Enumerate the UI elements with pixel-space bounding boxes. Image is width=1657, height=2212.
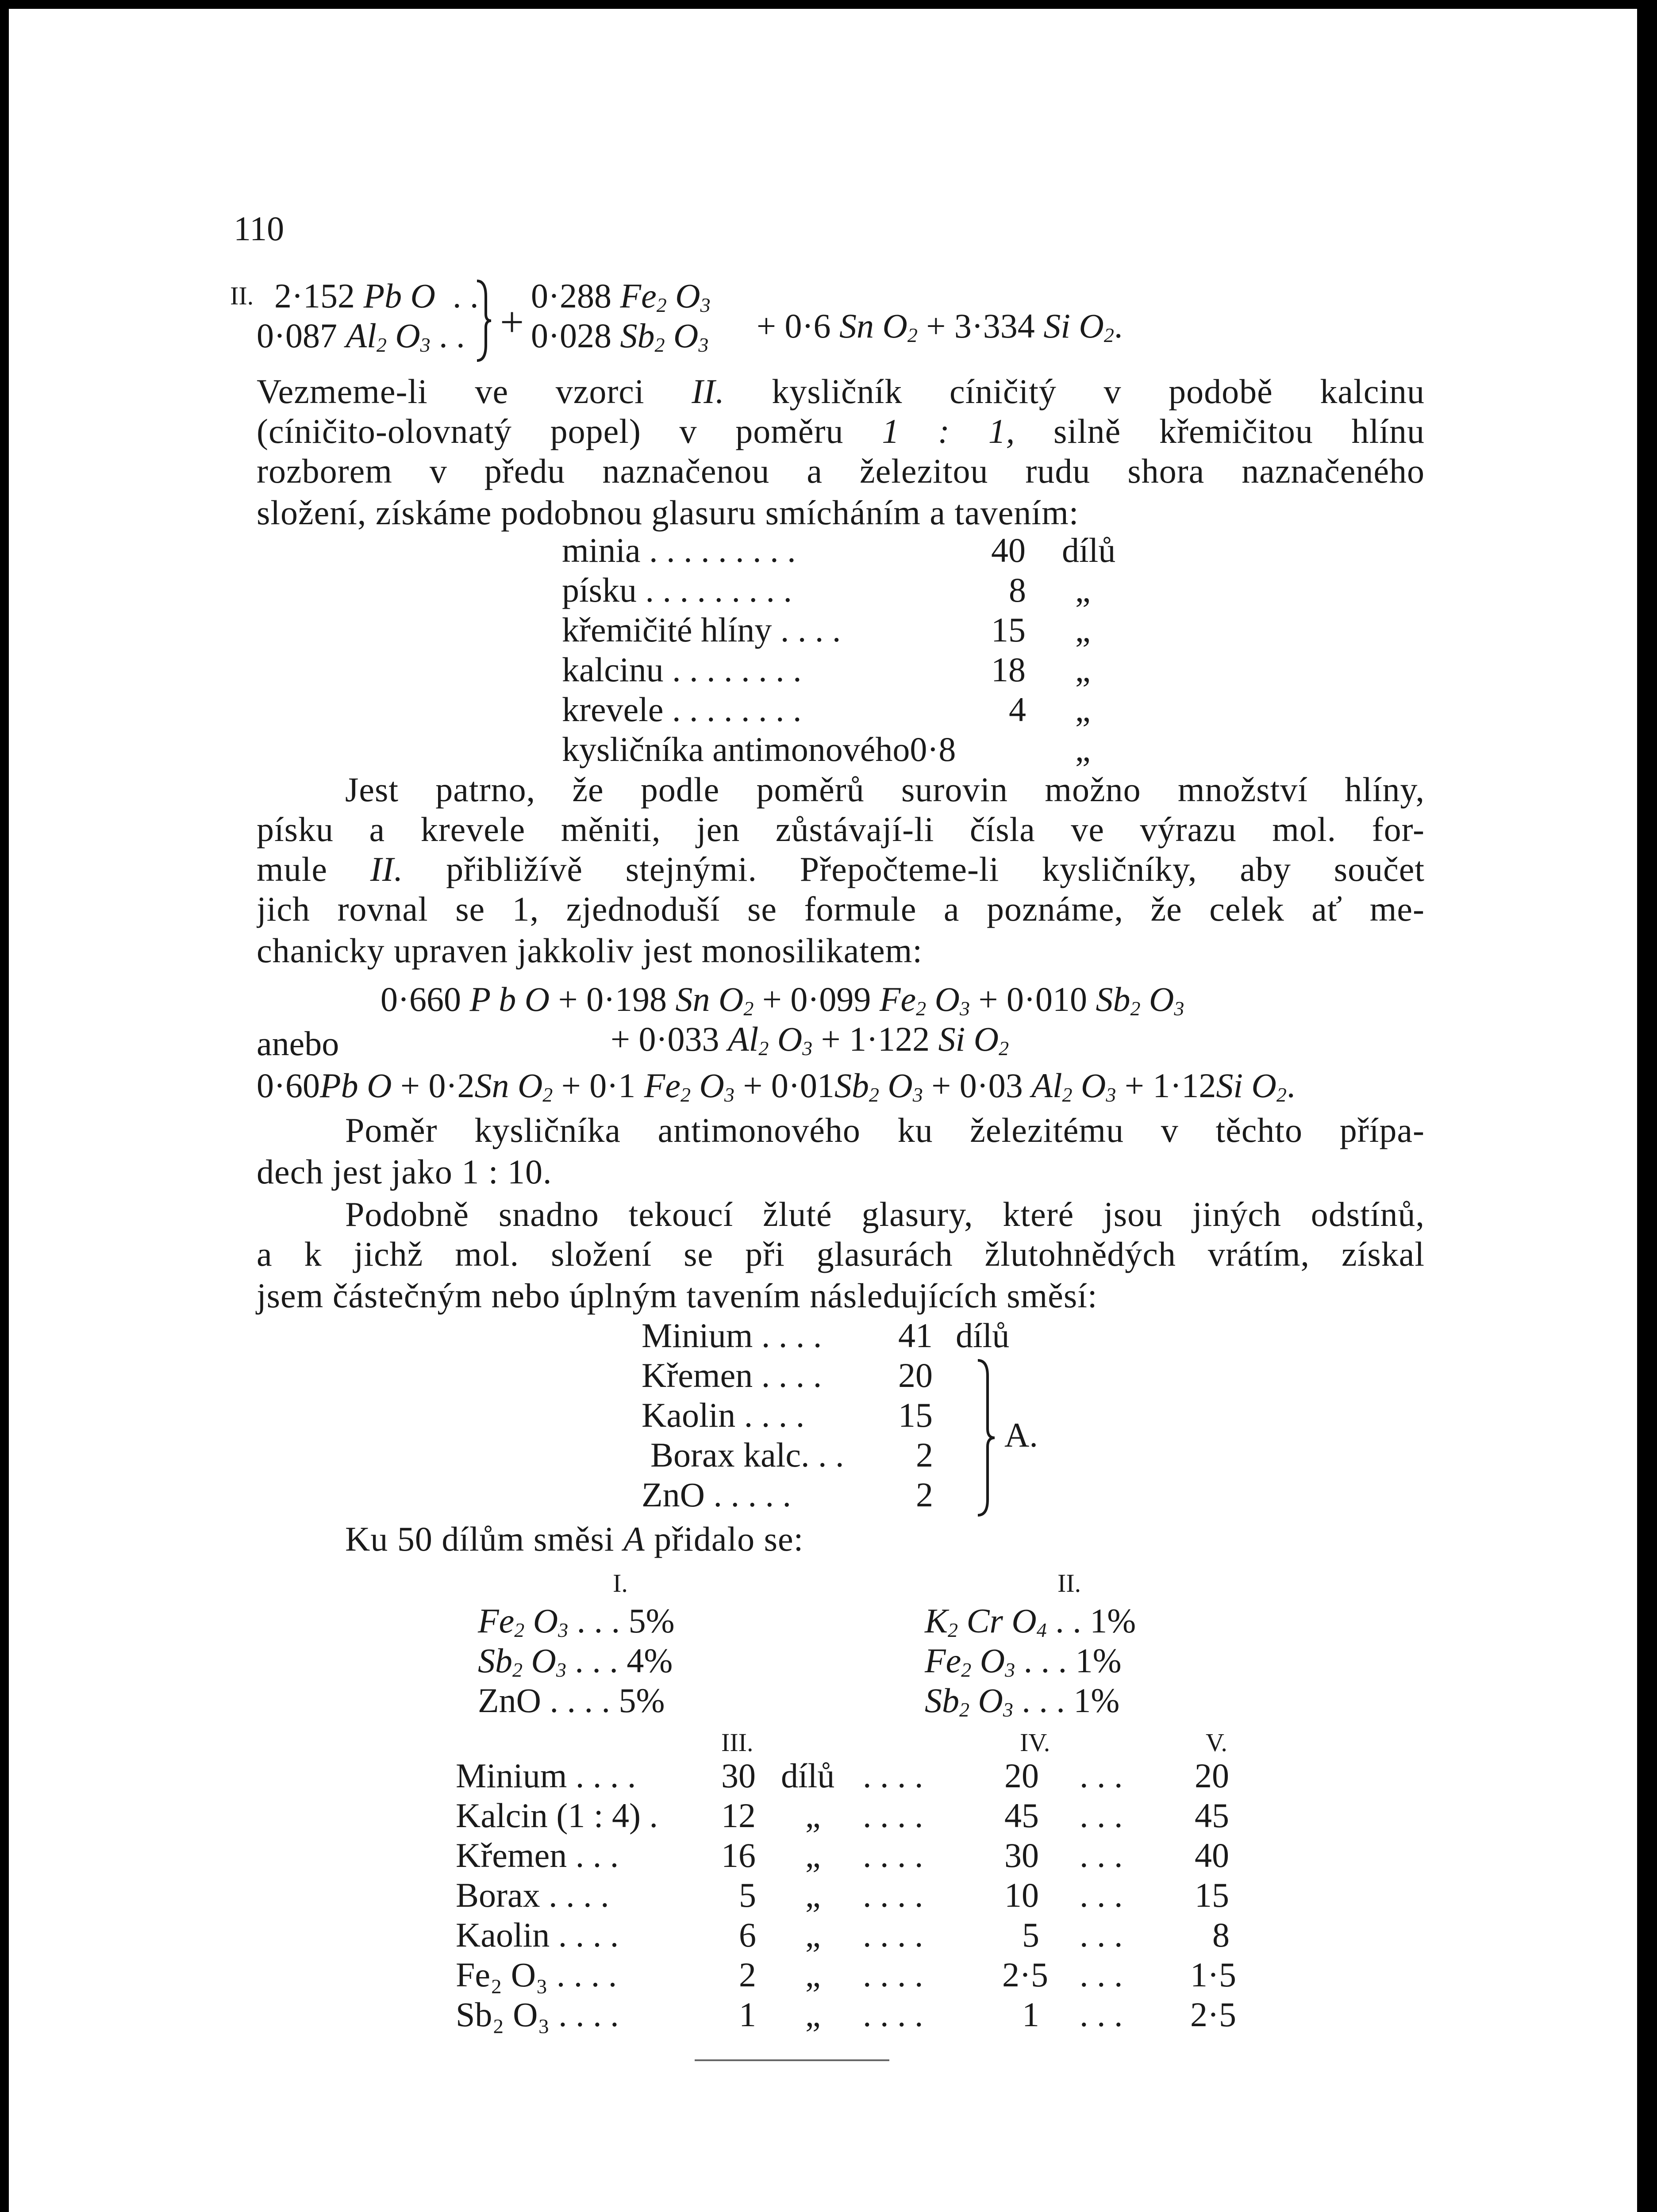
formula-1-fe2o3: 0·288 $Fe_2$ $O_3$: [531, 276, 711, 316]
recipe-a-item: Minium . . . .: [642, 1316, 822, 1355]
table-cell-iii: 16: [721, 1836, 756, 1874]
recipe-a-item: ZnO . . . . .: [642, 1475, 791, 1514]
table-header-iv: IV.: [1020, 1728, 1050, 1757]
formula-1-rest: + 0·6 Sn $O_2 + 3\cdot 334$ Si $O_2$.: [757, 307, 1123, 346]
recipe-1-item: minia . . . . . . . . .: [562, 531, 796, 569]
table-row: Sb₂ O₃ . . . .: [456, 1995, 619, 2034]
mix-i-row: ZnO . . . . 5%: [478, 1681, 665, 1720]
recipe-a-qty: 2: [916, 1436, 933, 1474]
para-2-line-4: jich rovnal se 1, zjednoduší se formule a poznáme, že celek ať me-: [257, 890, 1425, 928]
formula-2-anebo: anebo: [257, 1024, 339, 1063]
recipe-1-unit: „: [1075, 650, 1091, 689]
table-cell-v: 20: [1195, 1756, 1229, 1795]
table-cell-iv: 2·5: [1002, 1955, 1048, 1994]
recipe-a-label: A.: [1004, 1416, 1038, 1454]
table-cell-iv: 20: [1004, 1756, 1039, 1795]
para-3-line-1: Poměr kysličníka antimonového ku železitému v těchto přípa-: [345, 1111, 1425, 1149]
table-cell-unit: dílů: [781, 1756, 835, 1795]
table-row: Kalcin (1 : 4) .: [456, 1796, 658, 1835]
recipe-1-unit: „: [1075, 571, 1091, 609]
table-cell-unit: „: [805, 1876, 821, 1914]
table-row: Kaolin . . . .: [456, 1916, 619, 1954]
recipe-1-item: písku . . . . . . . . .: [562, 571, 792, 609]
formula-3: 0·60Pb O + 0·2Sn $O_2 + 0\cdot 1$ $Fe_2$ $O_3 + 0\cdot 01Sb_2$ $O_3 + 0\cdot 03$ $Al_2$ $O_3 + 1\cdot 12Si$ $O_2$.: [257, 1066, 1296, 1106]
table-cell-iv: 10: [1004, 1876, 1039, 1914]
mix-ii-row: $K_2$ Cr $O_4$ . . 1%: [925, 1601, 1136, 1641]
table-cell-v: 8: [1212, 1916, 1230, 1954]
recipe-a-item: Křemen . . . .: [642, 1356, 822, 1394]
para-4-line-2: a k jichž mol. složení se při glasurách žlutohnědých vrátím, získal: [257, 1235, 1425, 1273]
mix-i-row: $Sb_2$ $O_3$ . . . 4%: [478, 1641, 673, 1681]
table-cell-v: 40: [1195, 1836, 1229, 1874]
table-cell-unit: „: [805, 1955, 821, 1994]
mix-i-row: $Fe_2$ $O_3$ . . . 5%: [478, 1601, 675, 1641]
table-header-iii: III.: [721, 1728, 754, 1757]
recipe-1-qty: 4: [1009, 690, 1026, 729]
recipe-1-item: křemičité hlíny . . . .: [562, 611, 841, 649]
recipe-1-unit: „: [1075, 611, 1091, 649]
recipe-1-unit: dílů: [1062, 531, 1116, 569]
table-cell-iii: 5: [739, 1876, 756, 1914]
recipe-a-qty: 15: [898, 1396, 933, 1434]
para-2-line-3: mule II. přibližívě stejnými. Přepočteme-li kysličníky, aby součet: [257, 850, 1425, 888]
table-cell-unit: „: [805, 1836, 821, 1874]
table-row: Minium . . . .: [456, 1756, 636, 1795]
para-1-line-1: Vezmeme-li ve vzorci II. kysličník cíničitý v podobě kalcinu: [257, 372, 1425, 411]
recipe-a-qty: 20: [898, 1356, 933, 1394]
table-cell-iv: 45: [1004, 1796, 1039, 1835]
mix-ii-row: $Sb_2$ $O_3$ . . . 1%: [925, 1681, 1120, 1721]
para-2-line-1: Jest patrno, že podle poměrů surovin možno množství hlíny,: [345, 770, 1425, 809]
recipe-1-item: kysličníka antimonového0·8: [562, 730, 956, 768]
para-4-line-3: jsem částečným nebo úplným tavením následujících směsí:: [257, 1276, 1098, 1315]
table-row: Křemen . . .: [456, 1836, 619, 1874]
brace-right: [973, 1358, 1000, 1517]
recipe-1-qty: 15: [991, 611, 1026, 649]
table-cell-v: 1·5: [1190, 1955, 1236, 1994]
formula-2-line-1: 0·660 P b O + 0·198 Sn $O_2 + 0\cdot 099$ $Fe_2$ $O_3 + 0\cdot 010$ $Sb_2$ $O_3$: [381, 980, 1184, 1020]
recipe-1-item: krevele . . . . . . . .: [562, 690, 802, 729]
para-1-line-4: složení, získáme podobnou glasuru smícháním a tavením:: [257, 493, 1079, 532]
table-cell-iii: 6: [739, 1916, 756, 1954]
closing-rule: [695, 2059, 889, 2061]
recipe-1-item: kalcinu . . . . . . . .: [562, 650, 802, 689]
recipe-a-item: Kaolin . . . .: [642, 1396, 805, 1434]
brace-left: [473, 279, 496, 363]
table-cell-iii: 30: [721, 1756, 756, 1795]
formula-2-line-2: + 0·033 $Al_2$ $O_3 + 1\cdot 122$ Si $O_2$: [611, 1020, 1009, 1060]
recipe-a-qty: 2: [916, 1475, 933, 1514]
table-cell-v: 2·5: [1190, 1995, 1236, 2034]
page-number: 110: [234, 209, 284, 248]
table-row: Fe₂ O₃ . . . .: [456, 1955, 617, 1994]
recipe-1-unit: „: [1075, 690, 1091, 729]
mix-i-label: I.: [613, 1569, 628, 1598]
formula-1-pbo: 2·152 Pb O . .: [274, 276, 479, 315]
table-cell-v: 15: [1195, 1876, 1229, 1914]
table-header-v: V.: [1206, 1728, 1227, 1757]
table-cell-v: 45: [1195, 1796, 1229, 1835]
recipe-1-qty: 8: [1009, 571, 1026, 609]
recipe-1-unit: „: [1075, 730, 1091, 768]
formula-1-label: II.: [230, 281, 254, 310]
formula-1-sb2o3: 0·028 $Sb_2$ $O_3$: [531, 316, 709, 356]
formula-1-al2o3: 0·087 $Al_2$ $O_3$ . .: [257, 316, 465, 356]
table-row: Borax . . . .: [456, 1876, 609, 1914]
recipe-a-unit: dílů: [956, 1316, 1010, 1355]
para-1-line-3: rozborem v předu naznačenou a železitou rudu shora naznačeného: [257, 452, 1425, 490]
recipe-1-qty: 18: [991, 650, 1026, 689]
para-2-line-5: chanicky upraven jakkoliv jest monosilikatem:: [257, 931, 923, 970]
recipe-a-qty: 41: [898, 1316, 933, 1355]
table-cell-iii: 12: [721, 1796, 756, 1835]
mix-ii-row: $Fe_2$ $O_3$ . . . 1%: [925, 1641, 1122, 1681]
para-4-line-1: Podobně snadno tekoucí žluté glasury, které jsou jiných odstínů,: [345, 1195, 1425, 1233]
table-cell-unit: „: [805, 1796, 821, 1835]
table-cell-iii: 1: [739, 1995, 756, 2034]
table-cell-iii: 2: [739, 1955, 756, 1994]
ku50-line: Ku 50 dílům směsi A přidalo se:: [345, 1520, 804, 1558]
table-cell-unit: „: [805, 1995, 821, 2034]
para-3-line-2: dech jest jako 1 : 10.: [257, 1152, 552, 1191]
table-cell-iv: 5: [1022, 1916, 1039, 1954]
book-page: 110 II. 2·152 Pb O . . 0·087 $Al_2$ $O_3$ . . + 0·288 $Fe_2$ $O_3$ 0·028 $Sb_2$ $O_3$ + 0·6 Sn $O_2 + 3\cdot 334$ Si $O_2$. Vezmeme-li ve vzorci II. kysličník cíničitý v podobě kalcinu (cíničito-olovnatý popel) v poměru 1 : 1, silně křemičitou hlínu rozborem v předu naznačenou a železitou rudu shora naznačeného složení, získáme podobnou glasuru smícháním a tavením: minia . . . . . . . . . 40 dílů písku . . . . . . . . . 8 „ křemičité hlíny . . . . 15 „ kalcinu . . . . . . . . 18 „ krevele . . . . . . . . 4 „ kysličníka antimonového0·8 „ Jest patrno, že podle poměrů surovin možno množství hlíny, písku a krevele měniti, jen zůstávají-li čísla ve výrazu mol. for- mule II. přibližívě stejnými. Přepočteme-li kysličníky, aby součet jich rovnal se 1, zjednoduší se formule a poznáme, že celek ať me- chanicky upraven jakkoliv jest monosilikatem: 0·660 P b O + 0·198 Sn $O_2 + 0\cdot 099$ $Fe_2$ $O_3 + 0\cdot 010$ $Sb_2$ $O_3$ anebo + 0·033 $Al_2$ $O_3 + 1\cdot 122$ Si $O_2$ 0·60Pb O + 0·2Sn $O_2 + 0\cdot 1$ $Fe_2$ $O_3 + 0\cdot 01Sb_2$ $O_3 + 0\cdot 03$ $Al_2$ $O_3 + 1\cdot 12Si$ $O_2$. Poměr kysličníka antimonového ku železitému v těchto přípa- dech jest jako 1 : 10. Podobně snadno tekoucí žluté glasury, které jsou jiných odstínů, a k jichž mol. složení se při glasurách žlutohnědých vrátím, získal jsem částečným nebo úplným tavením následujících směsí: Minium . . . . 41 dílů Křemen . . . . 20 Kaolin . . . . 15 Borax kalc. . . 2 ZnO . . . . . 2 A. Ku 50 dílům směsi A přidalo se: I. $Fe_2$ $O_3$ . . . 5% $Sb_2$ $O_3$ . . . 4% ZnO . . . . 5% II. $K_2$ Cr $O_4$ . . 1% $Fe_2$ $O_3$ . . . 1% $Sb_2$ $O_3$ . . . 1% III. IV. V. Minium . . . . 30 dílů . . . . 20 . . . 20 Kalcin (1 : 4) . 12 „ . . . . 45 . . . 45 Křemen . . . 16 „ . . . . 30 . . . 40 Borax . . . . 5 „ . . . . 10 . . . 15 Kaolin . . . . 6 „ . . . . 5 . . . 8 Fe₂ O₃ . . . . 2 „ . . . . 2·5 . . . 1·5 Sb₂ O₃ . . . . 1 „ . . . . 1 . . . 2·5: [9, 9, 1637, 2212]
para-1-line-2: (cíničito-olovnatý popel) v poměru 1 : 1, silně křemičitou hlínu: [257, 412, 1425, 450]
recipe-1-qty: 40: [991, 531, 1026, 569]
recipe-a-item: Borax kalc. . .: [650, 1436, 844, 1474]
mix-ii-label: II.: [1057, 1569, 1081, 1598]
table-cell-iv: 1: [1022, 1995, 1039, 2034]
table-cell-iv: 30: [1004, 1836, 1039, 1874]
para-2-line-2: písku a krevele měniti, jen zůstávají-li čísla ve výrazu mol. for-: [257, 810, 1425, 849]
table-cell-unit: „: [805, 1916, 821, 1954]
